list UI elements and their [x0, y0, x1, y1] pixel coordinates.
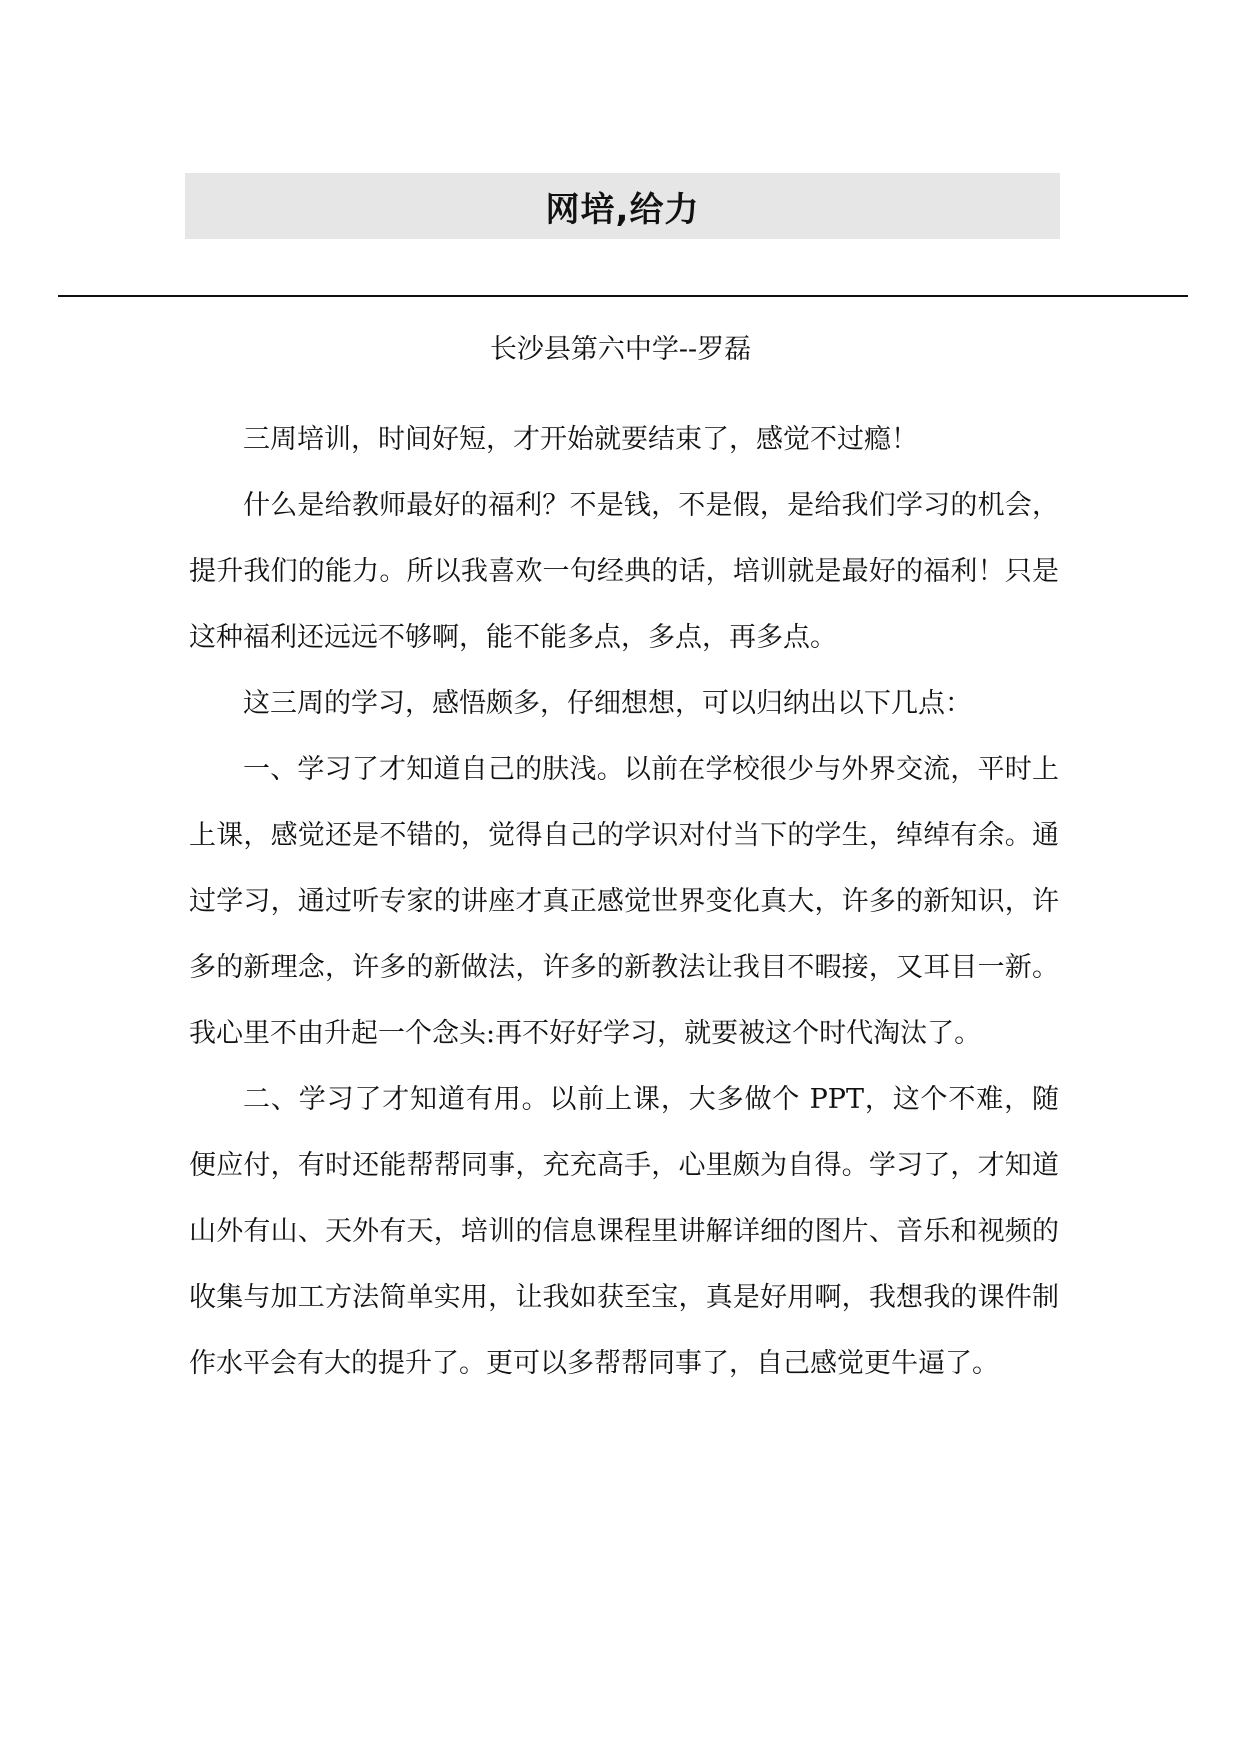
paragraph: 三周培训，时间好短，才开始就要结束了，感觉不过瘾！ [243, 424, 918, 455]
document-body [189, 407, 1059, 1397]
paragraph: 什么是给教师最好的福利？不是钱，不是假，是给我们学习的机会，提升我们的能力。所以我喜欢一句经典的话，培训就是最好的福利！只是这种福利还远远不够啊，能不能多点，多点，再多点。 [189, 490, 1059, 653]
title-banner [185, 173, 1060, 239]
horizontal-rule [58, 295, 1188, 297]
paragraph: 二、学习了才知道有用。以前上课，大多做个 PPT，这个不难，随便应付，有时还能帮帮同事，充充高手，心里颇为自得。学习了，才知道山外有山、天外有天，培训的信息课程里讲解详细的图片、音乐和视频的收集与加工方法简单实用，让我如获至宝，真是好用啊，我想我的课件制作水平会有大的提升了。更可以多帮帮同事了，自己感觉更牛逼了。 [189, 1084, 1059, 1379]
document-title: 网培,给力 [545, 189, 700, 230]
paragraph: 这三周的学习，感悟颇多，仔细想想，可以归纳出以下几点： [243, 688, 972, 719]
author-line: 长沙县第六中学--罗磊 [489, 334, 752, 365]
paragraph: 一、学习了才知道自己的肤浅。以前在学校很少与外界交流，平时上上课，感觉还是不错的，觉得自己的学识对付当下的学生，绰绰有余。通过学习，通过听专家的讲座才真正感觉世界变化真大，许多的新知识，许多的新理念，许多的新做法，许多的新教法让我目不暇接，又耳目一新。我心里不由升起一个念头:再不好好学习，就要被这个时代淘汰了。 [189, 754, 1059, 1049]
